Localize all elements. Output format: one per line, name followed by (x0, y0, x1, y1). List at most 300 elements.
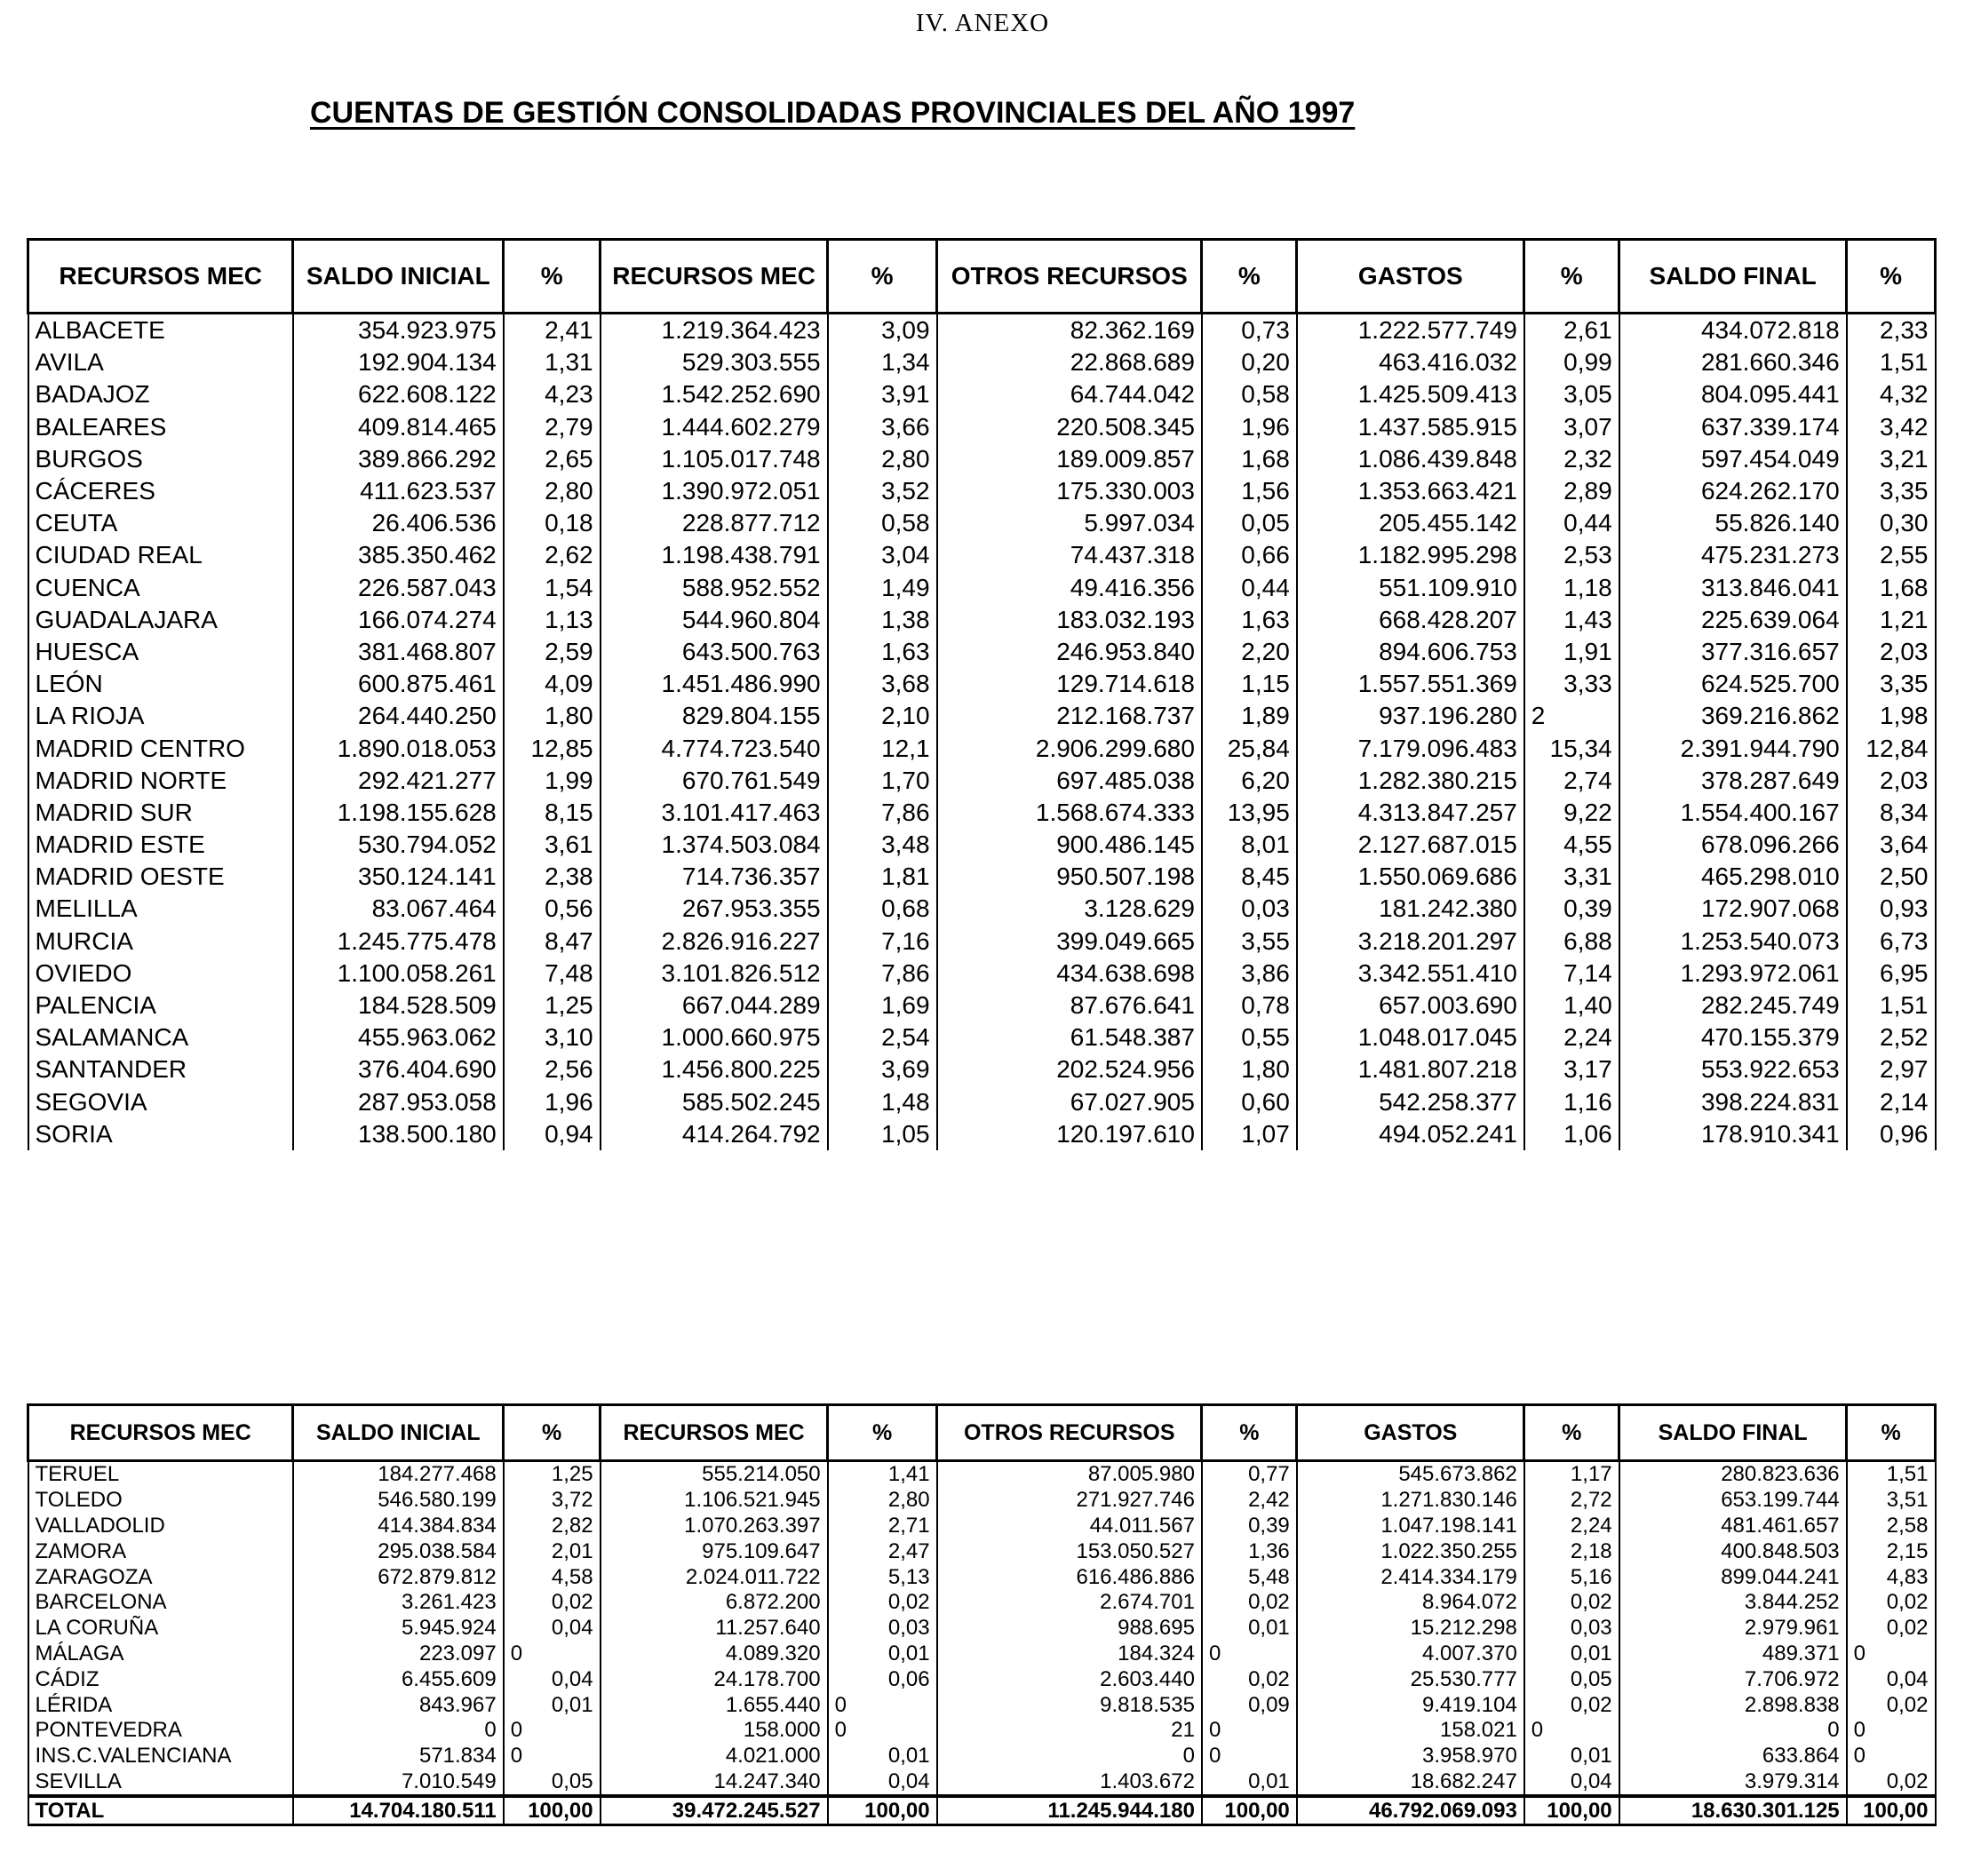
percent-cell: 0,02 (1847, 1590, 1936, 1616)
table-row (28, 1564, 1936, 1590)
column-header: % (1847, 240, 1936, 314)
amount-cell: 3.958.970 (1297, 1744, 1524, 1769)
percent-cell: 3,69 (828, 1053, 937, 1085)
amount-cell: 184.324 (937, 1642, 1202, 1667)
percent-cell: 2,14 (1847, 1086, 1936, 1118)
percent-cell: 0,01 (1202, 1616, 1297, 1642)
amount-cell: 55.826.140 (1619, 507, 1847, 539)
table-row (28, 475, 1936, 507)
amount-cell: 1.048.017.045 (1297, 1021, 1524, 1053)
amount-cell: 212.168.737 (937, 700, 1202, 732)
percent-cell: 4,23 (504, 378, 601, 410)
column-header: SALDO INICIAL (293, 1405, 504, 1461)
amount-cell: 653.199.744 (1619, 1488, 1847, 1514)
percent-cell: 2,89 (1524, 475, 1619, 507)
amount-cell: 377.316.657 (1619, 636, 1847, 668)
percent-cell: 2,54 (828, 1021, 937, 1053)
percent-cell: 0 (828, 1718, 937, 1744)
amount-cell: 61.548.387 (937, 1021, 1202, 1053)
table-row (28, 636, 1936, 668)
amount-cell: 172.907.068 (1619, 893, 1847, 925)
percent-cell: 0,68 (828, 893, 937, 925)
percent-cell: 0,02 (504, 1590, 601, 1616)
table-row (28, 1692, 1936, 1718)
table-row (28, 378, 1936, 410)
amount-cell: 1.557.551.369 (1297, 668, 1524, 700)
percent-cell: 0 (1202, 1718, 1297, 1744)
percent-cell: 1,40 (1524, 990, 1619, 1021)
province-cell: BALEARES (28, 411, 293, 443)
percent-cell: 2,72 (1524, 1488, 1619, 1514)
amount-cell: 369.216.862 (1619, 700, 1847, 732)
table-row (28, 443, 1936, 475)
percent-cell: 3,33 (1524, 668, 1619, 700)
percent-cell: 0,99 (1524, 346, 1619, 378)
amount-cell: 434.072.818 (1619, 314, 1847, 347)
amount-cell: 434.638.698 (937, 958, 1202, 990)
percent-cell: 6,95 (1847, 958, 1936, 990)
percent-cell: 1,36 (1202, 1538, 1297, 1564)
table-row (28, 507, 1936, 539)
accounts-table-1 (27, 238, 1937, 1150)
percent-cell: 0,04 (1524, 1769, 1619, 1797)
amount-cell: 494.052.241 (1297, 1118, 1524, 1150)
amount-cell: 637.339.174 (1619, 411, 1847, 443)
amount-cell: 2.906.299.680 (937, 732, 1202, 764)
percent-cell: 8,34 (1847, 797, 1936, 829)
percent-cell: 3,17 (1524, 1053, 1619, 1085)
amount-cell: 672.879.812 (293, 1564, 504, 1590)
amount-cell: 129.714.618 (937, 668, 1202, 700)
percent-cell: 0,02 (1847, 1769, 1936, 1797)
table-row (28, 990, 1936, 1021)
amount-cell: 3.261.423 (293, 1590, 504, 1616)
amount-cell: 49.416.356 (937, 572, 1202, 604)
column-header: OTROS RECURSOS (937, 1405, 1202, 1461)
amount-cell: 399.049.665 (937, 926, 1202, 958)
amount-cell: 385.350.462 (293, 539, 504, 571)
table-row (28, 1666, 1936, 1692)
table-2-body (28, 1461, 1936, 1825)
amount-cell: 184.528.509 (293, 990, 504, 1021)
percent-cell: 3,07 (1524, 411, 1619, 443)
percent-cell: 1,51 (1847, 990, 1936, 1021)
percent-cell: 8,45 (1202, 861, 1297, 893)
province-cell: CIUDAD REAL (28, 539, 293, 571)
amount-cell: 74.437.318 (937, 539, 1202, 571)
percent-cell: 0,93 (1847, 893, 1936, 925)
amount-cell: 280.823.636 (1619, 1461, 1847, 1488)
province-cell: CÁDIZ (28, 1666, 293, 1692)
table-row (28, 604, 1936, 636)
amount-cell: 414.264.792 (601, 1118, 828, 1150)
amount-cell: 376.404.690 (293, 1053, 504, 1085)
percent-cell: 8,01 (1202, 829, 1297, 861)
percent-cell: 0,01 (1524, 1744, 1619, 1769)
percent-cell: 0,44 (1202, 572, 1297, 604)
amount-cell: 18.682.247 (1297, 1769, 1524, 1797)
percent-cell: 1,41 (828, 1461, 937, 1488)
amount-cell: 82.362.169 (937, 314, 1202, 347)
amount-cell: 1.655.440 (601, 1692, 828, 1718)
percent-cell: 0,01 (1524, 1642, 1619, 1667)
percent-cell: 1,49 (828, 572, 937, 604)
percent-cell: 7,86 (828, 797, 937, 829)
table-row (28, 700, 1936, 732)
table-row (28, 572, 1936, 604)
amount-cell: 7.179.096.483 (1297, 732, 1524, 764)
percent-cell: 7,14 (1524, 958, 1619, 990)
percent-cell: 2,03 (1847, 636, 1936, 668)
amount-cell: 202.524.956 (937, 1053, 1202, 1085)
province-cell: ALBACETE (28, 314, 293, 347)
percent-cell: 100,00 (1524, 1796, 1619, 1824)
percent-cell: 7,86 (828, 958, 937, 990)
amount-cell: 463.416.032 (1297, 346, 1524, 378)
amount-cell: 551.109.910 (1297, 572, 1524, 604)
percent-cell: 2,18 (1524, 1538, 1619, 1564)
percent-cell: 1,70 (828, 765, 937, 797)
amount-cell: 1.890.018.053 (293, 732, 504, 764)
province-cell: MADRID SUR (28, 797, 293, 829)
percent-cell: 2,32 (1524, 443, 1619, 475)
province-cell: BARCELONA (28, 1590, 293, 1616)
table-row (28, 539, 1936, 571)
percent-cell: 4,55 (1524, 829, 1619, 861)
percent-cell: 100,00 (1202, 1796, 1297, 1824)
percent-cell: 0 (1847, 1642, 1936, 1667)
percent-cell: 2,71 (828, 1514, 937, 1539)
percent-cell: 2,62 (504, 539, 601, 571)
percent-cell: 0,01 (828, 1642, 937, 1667)
percent-cell: 3,04 (828, 539, 937, 571)
percent-cell: 0,58 (1202, 378, 1297, 410)
amount-cell: 2.414.334.179 (1297, 1564, 1524, 1590)
province-cell: SEVILLA (28, 1769, 293, 1797)
page-title: CUENTAS DE GESTIÓN CONSOLIDADAS PROVINCIALES DEL AÑO 1997 (310, 96, 1356, 130)
amount-cell: 1.437.585.915 (1297, 411, 1524, 443)
percent-cell: 100,00 (504, 1796, 601, 1824)
amount-cell: 5.997.034 (937, 507, 1202, 539)
percent-cell: 2,79 (504, 411, 601, 443)
amount-cell: 267.953.355 (601, 893, 828, 925)
province-cell: LA RIOJA (28, 700, 293, 732)
amount-cell: 1.282.380.215 (1297, 765, 1524, 797)
amount-cell: 829.804.155 (601, 700, 828, 732)
amount-cell: 1.425.509.413 (1297, 378, 1524, 410)
percent-cell: 0,03 (1202, 893, 1297, 925)
table-row (28, 1769, 1936, 1797)
percent-cell: 0,02 (1202, 1590, 1297, 1616)
province-cell: LA CORUÑA (28, 1616, 293, 1642)
amount-cell: 544.960.804 (601, 604, 828, 636)
percent-cell: 0,04 (1847, 1666, 1936, 1692)
amount-cell: 3.101.417.463 (601, 797, 828, 829)
amount-cell: 5.945.924 (293, 1616, 504, 1642)
province-cell: GUADALAJARA (28, 604, 293, 636)
column-header: % (1524, 240, 1619, 314)
amount-cell: 378.287.649 (1619, 765, 1847, 797)
amount-cell: 470.155.379 (1619, 1021, 1847, 1053)
amount-cell: 1.047.198.141 (1297, 1514, 1524, 1539)
amount-cell: 381.468.807 (293, 636, 504, 668)
amount-cell: 87.005.980 (937, 1461, 1202, 1488)
percent-cell: 1,05 (828, 1118, 937, 1150)
percent-cell: 0 (504, 1642, 601, 1667)
amount-cell: 354.923.975 (293, 314, 504, 347)
percent-cell: 2,52 (1847, 1021, 1936, 1053)
percent-cell: 2,61 (1524, 314, 1619, 347)
percent-cell: 12,85 (504, 732, 601, 764)
amount-cell: 25.530.777 (1297, 1666, 1524, 1692)
percent-cell: 2,74 (1524, 765, 1619, 797)
percent-cell: 2 (1524, 700, 1619, 732)
amount-cell: 988.695 (937, 1616, 1202, 1642)
table-row (28, 1718, 1936, 1744)
amount-cell: 1.070.263.397 (601, 1514, 828, 1539)
amount-cell: 1.198.438.791 (601, 539, 828, 571)
column-header: OTROS RECURSOS (937, 240, 1202, 314)
amount-cell: 1.456.800.225 (601, 1053, 828, 1085)
amount-cell: 670.761.549 (601, 765, 828, 797)
percent-cell: 0 (1847, 1744, 1936, 1769)
percent-cell: 1,51 (1847, 1461, 1936, 1488)
column-header: RECURSOS MEC (601, 1405, 828, 1461)
percent-cell: 1,80 (504, 700, 601, 732)
column-header: RECURSOS MEC (28, 240, 293, 314)
amount-cell: 1.568.674.333 (937, 797, 1202, 829)
column-header: % (1847, 1405, 1936, 1461)
annex-heading: IV. ANEXO (915, 9, 1050, 37)
amount-cell: 1.105.017.748 (601, 443, 828, 475)
amount-cell: 624.262.170 (1619, 475, 1847, 507)
amount-cell: 264.440.250 (293, 700, 504, 732)
percent-cell: 0,60 (1202, 1086, 1297, 1118)
percent-cell: 1,68 (1847, 572, 1936, 604)
percent-cell: 2,33 (1847, 314, 1936, 347)
percent-cell: 0 (828, 1692, 937, 1718)
amount-cell: 555.214.050 (601, 1461, 828, 1488)
province-cell: SORIA (28, 1118, 293, 1150)
table-row (28, 1616, 1936, 1642)
amount-cell: 7.706.972 (1619, 1666, 1847, 1692)
table-1-header-row (28, 240, 1936, 314)
province-cell: MÁLAGA (28, 1642, 293, 1667)
percent-cell: 15,34 (1524, 732, 1619, 764)
percent-cell: 1,25 (504, 1461, 601, 1488)
province-cell: MADRID NORTE (28, 765, 293, 797)
amount-cell: 21 (937, 1718, 1202, 1744)
amount-cell: 1.000.660.975 (601, 1021, 828, 1053)
percent-cell: 1,98 (1847, 700, 1936, 732)
percent-cell: 3,10 (504, 1021, 601, 1053)
percent-cell: 2,80 (828, 1488, 937, 1514)
percent-cell: 0,05 (504, 1769, 601, 1797)
percent-cell: 6,20 (1202, 765, 1297, 797)
amount-cell: 643.500.763 (601, 636, 828, 668)
percent-cell: 1,34 (828, 346, 937, 378)
amount-cell: 292.421.277 (293, 765, 504, 797)
amount-cell: 2.979.961 (1619, 1616, 1847, 1642)
amount-cell: 189.009.857 (937, 443, 1202, 475)
table-row (28, 1461, 1936, 1488)
amount-cell: 1.219.364.423 (601, 314, 828, 347)
amount-cell: 2.391.944.790 (1619, 732, 1847, 764)
percent-cell: 0,39 (1524, 893, 1619, 925)
province-cell: SALAMANCA (28, 1021, 293, 1053)
percent-cell: 7,16 (828, 926, 937, 958)
percent-cell: 8,47 (504, 926, 601, 958)
percent-cell: 3,21 (1847, 443, 1936, 475)
percent-cell: 4,09 (504, 668, 601, 700)
percent-cell: 1,68 (1202, 443, 1297, 475)
amount-cell: 1.222.577.749 (1297, 314, 1524, 347)
percent-cell: 1,07 (1202, 1118, 1297, 1150)
table-2-header-row (28, 1405, 1936, 1461)
amount-cell: 220.508.345 (937, 411, 1202, 443)
percent-cell: 4,83 (1847, 1564, 1936, 1590)
amount-cell: 7.010.549 (293, 1769, 504, 1797)
percent-cell: 0 (1202, 1642, 1297, 1667)
amount-cell: 223.097 (293, 1642, 504, 1667)
amount-cell: 411.623.537 (293, 475, 504, 507)
table-row (28, 926, 1936, 958)
percent-cell: 1,69 (828, 990, 937, 1021)
table-row (28, 958, 1936, 990)
amount-cell: 1.451.486.990 (601, 668, 828, 700)
province-cell: CUENCA (28, 572, 293, 604)
percent-cell: 3,42 (1847, 411, 1936, 443)
percent-cell: 6,88 (1524, 926, 1619, 958)
amount-cell: 175.330.003 (937, 475, 1202, 507)
amount-cell: 1.374.503.084 (601, 829, 828, 861)
province-cell: ZAMORA (28, 1538, 293, 1564)
amount-cell: 4.313.847.257 (1297, 797, 1524, 829)
percent-cell: 1,48 (828, 1086, 937, 1118)
amount-cell: 545.673.862 (1297, 1461, 1524, 1488)
amount-cell: 87.676.641 (937, 990, 1202, 1021)
percent-cell: 2,47 (828, 1538, 937, 1564)
percent-cell: 2,42 (1202, 1488, 1297, 1514)
percent-cell: 2,53 (1524, 539, 1619, 571)
percent-cell: 0,02 (828, 1590, 937, 1616)
percent-cell: 2,24 (1524, 1514, 1619, 1539)
column-header: SALDO INICIAL (293, 240, 504, 314)
percent-cell: 1,96 (1202, 411, 1297, 443)
amount-cell: 489.371 (1619, 1642, 1847, 1667)
amount-cell: 714.736.357 (601, 861, 828, 893)
amount-cell: 950.507.198 (937, 861, 1202, 893)
percent-cell: 1,13 (504, 604, 601, 636)
column-header: GASTOS (1297, 1405, 1524, 1461)
percent-cell: 2,01 (504, 1538, 601, 1564)
percent-cell: 0,05 (1524, 1666, 1619, 1692)
table-1-body (28, 314, 1936, 1150)
percent-cell: 1,56 (1202, 475, 1297, 507)
percent-cell: 3,09 (828, 314, 937, 347)
amount-cell: 1.106.521.945 (601, 1488, 828, 1514)
percent-cell: 1,80 (1202, 1053, 1297, 1085)
percent-cell: 0,03 (1524, 1616, 1619, 1642)
province-cell: INS.C.VALENCIANA (28, 1744, 293, 1769)
amount-cell: 44.011.567 (937, 1514, 1202, 1539)
amount-cell: 14.704.180.511 (293, 1796, 504, 1824)
amount-cell: 597.454.049 (1619, 443, 1847, 475)
amount-cell: 9.818.535 (937, 1692, 1202, 1718)
amount-cell: 1.100.058.261 (293, 958, 504, 990)
amount-cell: 1.554.400.167 (1619, 797, 1847, 829)
percent-cell: 0,02 (1202, 1666, 1297, 1692)
table-row (28, 893, 1936, 925)
amount-cell: 4.007.370 (1297, 1642, 1524, 1667)
province-cell: CÁCERES (28, 475, 293, 507)
amount-cell: 622.608.122 (293, 378, 504, 410)
amount-cell: 2.898.838 (1619, 1692, 1847, 1718)
column-header: RECURSOS MEC (601, 240, 828, 314)
percent-cell: 1,25 (504, 990, 601, 1021)
percent-cell: 0,94 (504, 1118, 601, 1150)
amount-cell: 389.866.292 (293, 443, 504, 475)
amount-cell: 9.419.104 (1297, 1692, 1524, 1718)
percent-cell: 0,09 (1202, 1692, 1297, 1718)
percent-cell: 1,06 (1524, 1118, 1619, 1150)
amount-cell: 0 (937, 1744, 1202, 1769)
percent-cell: 0 (1524, 1718, 1619, 1744)
amount-cell: 226.587.043 (293, 572, 504, 604)
percent-cell: 3,61 (504, 829, 601, 861)
percent-cell: 0,06 (828, 1666, 937, 1692)
table-row (28, 1488, 1936, 1514)
percent-cell: 2,58 (1847, 1514, 1936, 1539)
amount-cell: 678.096.266 (1619, 829, 1847, 861)
percent-cell: 2,82 (504, 1514, 601, 1539)
table-row (28, 1086, 1936, 1118)
percent-cell: 8,15 (504, 797, 601, 829)
province-cell: HUESCA (28, 636, 293, 668)
amount-cell: 894.606.753 (1297, 636, 1524, 668)
amount-cell: 409.814.465 (293, 411, 504, 443)
percent-cell: 3,66 (828, 411, 937, 443)
column-header: GASTOS (1297, 240, 1524, 314)
amount-cell: 1.542.252.690 (601, 378, 828, 410)
amount-cell: 546.580.199 (293, 1488, 504, 1514)
province-cell: OVIEDO (28, 958, 293, 990)
amount-cell: 3.128.629 (937, 893, 1202, 925)
table-row (28, 1118, 1936, 1150)
percent-cell: 12,1 (828, 732, 937, 764)
amount-cell: 46.792.069.093 (1297, 1796, 1524, 1824)
percent-cell: 0,01 (504, 1692, 601, 1718)
amount-cell: 1.444.602.279 (601, 411, 828, 443)
column-header: % (504, 240, 601, 314)
amount-cell: 158.000 (601, 1718, 828, 1744)
percent-cell: 3,72 (504, 1488, 601, 1514)
percent-cell: 4,32 (1847, 378, 1936, 410)
amount-cell: 313.846.041 (1619, 572, 1847, 604)
table-row (28, 765, 1936, 797)
percent-cell: 2,20 (1202, 636, 1297, 668)
percent-cell: 2,97 (1847, 1053, 1936, 1085)
amount-cell: 1.245.775.478 (293, 926, 504, 958)
province-cell: ZARAGOZA (28, 1564, 293, 1590)
percent-cell: 2,38 (504, 861, 601, 893)
amount-cell: 3.218.201.297 (1297, 926, 1524, 958)
amount-cell: 350.124.141 (293, 861, 504, 893)
amount-cell: 4.089.320 (601, 1642, 828, 1667)
province-cell: TOLEDO (28, 1488, 293, 1514)
percent-cell: 0,05 (1202, 507, 1297, 539)
amount-cell: 1.390.972.051 (601, 475, 828, 507)
